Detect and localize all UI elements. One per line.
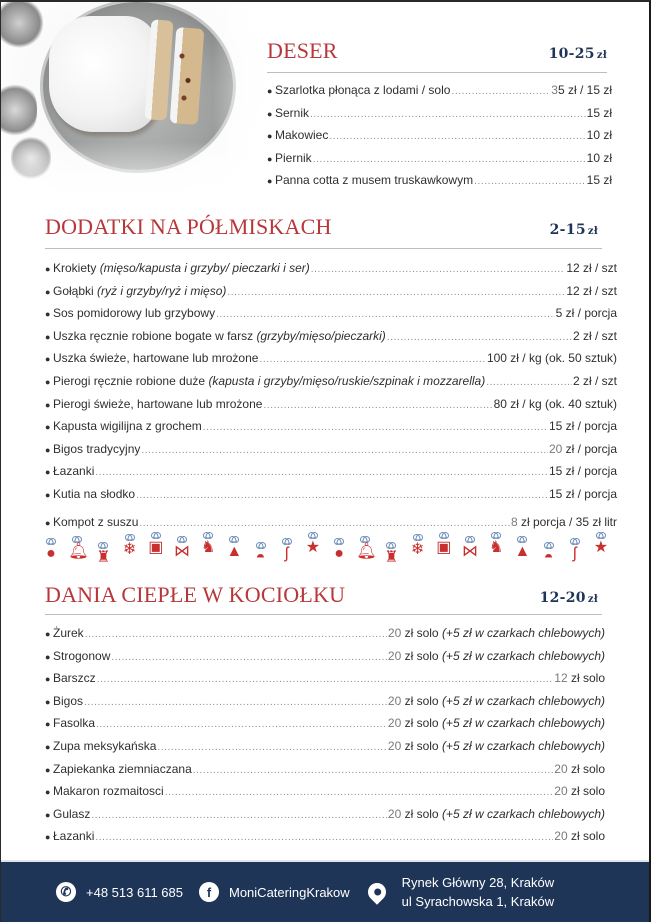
bow-icon: ⋈ xyxy=(462,543,478,560)
facebook-handle[interactable]: MoniCateringKrakow xyxy=(229,884,350,900)
ribbon-bow-icon xyxy=(177,536,187,542)
dot-leader xyxy=(486,373,572,394)
ribbon-bow-icon xyxy=(334,538,344,544)
ornament xyxy=(355,530,375,574)
dodatki-list xyxy=(45,258,617,534)
menu-item xyxy=(45,416,617,439)
dot-leader xyxy=(227,283,565,304)
dot-leader xyxy=(91,806,387,827)
item-note: (grzyby/mięso/pieczarki) xyxy=(256,328,386,343)
ornament xyxy=(303,530,323,574)
item-price-extra: (+5 zł w czarkach chlebowych) xyxy=(441,693,605,708)
bullet-icon: ● xyxy=(267,131,273,142)
bell-icon: 🔔︎ xyxy=(68,543,89,560)
menu-item xyxy=(267,103,612,126)
menu-item xyxy=(45,759,605,782)
item-price: 10 zł xyxy=(586,128,612,143)
ornament xyxy=(329,530,349,574)
item-price: 5 zł / porcja xyxy=(555,306,617,321)
menu-item xyxy=(45,461,617,484)
item-price: 15 zł xyxy=(586,105,612,120)
item-price: 15 zł / porcja xyxy=(548,419,617,434)
ornament xyxy=(41,530,61,574)
dot-leader xyxy=(95,828,553,849)
ribbon-bow-icon xyxy=(439,532,449,538)
item-name: Kompot z suszu xyxy=(53,514,139,529)
menu-item xyxy=(45,826,605,849)
bullet-icon: ● xyxy=(45,629,51,639)
bullet-icon: ● xyxy=(267,153,273,164)
ornament xyxy=(67,530,87,574)
divider xyxy=(45,614,602,615)
ornament xyxy=(460,530,480,574)
item-price: 100 zł / kg (ok. 50 sztuk) xyxy=(486,351,617,366)
phone-contact[interactable] xyxy=(56,882,183,902)
item-name: Fasolka xyxy=(53,716,96,731)
bullet-icon: ● xyxy=(45,467,51,478)
ribbon-bow-icon xyxy=(98,542,108,548)
item-name: Żurek xyxy=(53,626,84,640)
ornament xyxy=(408,530,428,574)
menu-item xyxy=(267,80,612,103)
ornament xyxy=(251,530,271,574)
item-price: 20 zł solo xyxy=(554,784,605,799)
item-name: Kutia na słodko xyxy=(53,486,136,501)
item-name: Bigos tradycyjny xyxy=(53,441,141,456)
deser-list xyxy=(267,80,612,193)
item-price: 20 zł / porcja xyxy=(548,441,617,456)
item-note: (kapusta i grzyby/mięso/ruskie/szpinak i mozzarella) xyxy=(208,373,486,388)
dot-leader xyxy=(310,105,586,126)
ribbon-bow-icon xyxy=(282,538,292,544)
menu-item xyxy=(45,623,605,646)
stollen-cake-photo xyxy=(1,2,266,202)
item-name: Gołąbki (ryż i grzyby/ryż i mięso) xyxy=(53,283,227,298)
item-price-extra: (+5 zł w czarkach chlebowych) xyxy=(441,738,605,753)
dot-leader xyxy=(313,150,586,171)
item-price: 80 zł / kg (ok. 40 sztuk) xyxy=(493,396,617,411)
ornament xyxy=(277,530,297,574)
phone-number[interactable]: +48 513 611 685 xyxy=(86,884,183,900)
item-price: 20 zł solo xyxy=(554,829,605,844)
tree-icon: ▲ xyxy=(226,543,243,560)
reindeer-icon: ♞ xyxy=(200,539,216,556)
dot-leader xyxy=(136,486,548,507)
bauble-icon: ● xyxy=(46,545,56,562)
divider xyxy=(267,72,607,73)
dot-leader xyxy=(311,260,566,281)
reindeer-icon: ♞ xyxy=(489,539,504,556)
menu-item xyxy=(45,303,617,326)
address-line-2: ul Syrachowska 1, Kraków xyxy=(401,894,555,909)
dot-leader xyxy=(203,418,548,439)
bullet-icon: ● xyxy=(45,264,51,274)
ribbon-bow-icon xyxy=(256,542,266,548)
dot-leader xyxy=(216,305,555,326)
bullet-icon: ● xyxy=(45,651,51,662)
snowflake-icon: ❄ xyxy=(122,541,137,558)
dot-leader xyxy=(329,127,585,148)
dot-leader xyxy=(84,693,387,714)
item-price: 20 zł solo (+5 zł w czarkach chlebowych) xyxy=(387,806,605,821)
dot-leader xyxy=(141,441,548,462)
santa-icon: ◓ xyxy=(255,549,266,566)
bullet-icon: ● xyxy=(45,286,51,297)
item-name: Sernik xyxy=(275,105,310,120)
menu-item xyxy=(45,348,617,371)
item-name: Gulasz xyxy=(53,806,91,821)
bullet-icon: ● xyxy=(45,741,51,752)
ribbon-bow-icon xyxy=(413,534,423,540)
bauble-icon: ● xyxy=(334,545,344,562)
dania-header xyxy=(45,582,598,608)
dot-leader xyxy=(111,648,387,669)
dot-leader xyxy=(193,761,554,782)
ornament xyxy=(591,530,611,574)
item-price: 20 zł solo (+5 zł w czarkach chlebowych) xyxy=(387,626,605,640)
address-contact xyxy=(368,873,554,911)
ornament xyxy=(434,530,454,574)
ribbon-bow-icon xyxy=(465,536,475,542)
section-title: DESER xyxy=(267,38,338,63)
ribbon-bow-icon xyxy=(360,536,370,542)
angel-icon: ♜ xyxy=(384,549,399,566)
bullet-icon: ● xyxy=(45,422,51,433)
price-range: 10-25 zł xyxy=(548,46,607,62)
ribbon-bow-icon xyxy=(544,542,554,548)
item-name: Pierogi świeże, hartowane lub mrożone xyxy=(53,396,263,411)
menu-item xyxy=(45,713,605,736)
item-name: Bigos xyxy=(53,693,84,708)
item-price: 10 zł xyxy=(586,150,612,165)
gift-icon: ▣ xyxy=(148,539,164,556)
item-price-extra: (+5 zł w czarkach chlebowych) xyxy=(441,806,605,821)
item-price: 35 zł / 15 zł xyxy=(551,83,612,97)
candy-cane-icon: ʃ xyxy=(572,545,577,562)
ornament xyxy=(486,530,506,574)
item-price: 20 zł solo (+5 zł w czarkach chlebowych) xyxy=(387,738,605,753)
dot-leader xyxy=(259,350,486,371)
dot-leader xyxy=(387,328,572,349)
bullet-icon: ● xyxy=(45,489,51,500)
item-price: 12 zł / szt xyxy=(566,283,617,298)
menu-item xyxy=(45,326,617,349)
menu-item xyxy=(45,439,617,462)
ribbon-bow-icon xyxy=(151,532,161,538)
ornament xyxy=(172,530,192,574)
phone-icon: ✆ xyxy=(56,882,76,902)
dot-leader xyxy=(157,738,387,759)
item-name: Barszcz xyxy=(53,671,96,686)
deser-header xyxy=(267,38,607,64)
bullet-icon: ● xyxy=(45,832,51,843)
bow-icon: ⋈ xyxy=(173,543,190,560)
item-price: 20 zł solo (+5 zł w czarkach chlebowych) xyxy=(387,648,605,663)
ornament xyxy=(146,530,166,574)
bullet-icon: ● xyxy=(45,809,51,820)
facebook-contact[interactable] xyxy=(199,882,350,902)
ornament xyxy=(93,530,113,574)
bullet-icon: ● xyxy=(45,444,51,455)
item-name: Strogonow xyxy=(53,648,111,663)
price-range: 12-20 zł xyxy=(539,590,598,606)
ornament xyxy=(198,530,218,574)
item-name: Makaron rozmaitosci xyxy=(53,784,164,799)
bullet-icon: ● xyxy=(45,696,51,707)
christmas-ornaments-divider xyxy=(41,530,611,574)
item-price-extra: (+5 zł w czarkach chlebowych) xyxy=(441,716,605,731)
menu-item xyxy=(45,646,605,669)
item-price: 20 zł solo xyxy=(554,761,605,776)
ornament xyxy=(381,530,401,574)
candy-cane-icon: ʃ xyxy=(284,545,289,562)
item-name: Uszka ręcznie robione bogate w farsz (grzyby/mięso/pieczarki) xyxy=(53,328,386,343)
item-price: 20 zł solo (+5 zł w czarkach chlebowych) xyxy=(387,716,605,731)
bullet-icon: ● xyxy=(45,399,51,410)
ribbon-bow-icon xyxy=(308,532,318,538)
address-line-1: Rynek Główny 28, Kraków xyxy=(401,875,555,890)
menu-item xyxy=(45,281,617,304)
menu-item xyxy=(45,394,617,417)
ornament xyxy=(224,530,244,574)
item-price: 8 zł porcja / 35 zł litr xyxy=(510,514,617,529)
item-price: 15 zł / porcja xyxy=(548,486,617,501)
item-name: Łazanki xyxy=(53,464,95,479)
ribbon-bow-icon xyxy=(229,536,239,542)
menu-item xyxy=(267,148,612,171)
menu-item xyxy=(267,170,612,193)
bullet-icon: ● xyxy=(267,108,273,119)
ribbon-bow-icon xyxy=(596,532,606,538)
menu-item xyxy=(45,781,605,804)
menu-item xyxy=(45,736,605,759)
bell-icon: 🔔︎ xyxy=(356,543,377,560)
item-name: Makowiec xyxy=(275,128,329,143)
bullet-icon: ● xyxy=(45,719,51,730)
menu-item xyxy=(45,258,617,281)
menu-item xyxy=(45,691,605,714)
menu-item xyxy=(45,804,605,827)
section-title: DODATKI NA PÓŁMISKACH xyxy=(45,214,332,239)
ribbon-bow-icon xyxy=(203,532,213,538)
ribbon-bow-icon xyxy=(491,532,501,538)
dot-leader xyxy=(451,82,550,103)
bullet-icon: ● xyxy=(45,354,51,365)
contact-footer xyxy=(1,860,651,922)
menu-item xyxy=(45,484,617,507)
dodatki-header xyxy=(45,214,598,240)
bullet-icon: ● xyxy=(267,176,273,187)
item-name: Zapiekanka ziemniaczana xyxy=(53,761,192,776)
bullet-icon: ● xyxy=(45,764,51,775)
item-price: 15 zł xyxy=(586,173,612,188)
dot-leader xyxy=(165,783,554,804)
gift-icon: ▣ xyxy=(436,539,452,556)
dot-leader xyxy=(474,172,586,193)
dot-leader xyxy=(97,670,554,691)
item-name: Uszka świeże, hartowane lub mrożone xyxy=(53,351,259,366)
item-price: 12 zł / szt xyxy=(566,261,617,275)
section-title: DANIA CIEPŁE W KOCIOŁKU xyxy=(45,582,346,607)
item-price: 20 zł solo (+5 zł w czarkach chlebowych) xyxy=(387,693,605,708)
item-price: 15 zł / porcja xyxy=(548,464,617,479)
item-name: Zupa meksykańska xyxy=(53,738,157,753)
ribbon-bow-icon xyxy=(72,536,82,542)
dot-leader xyxy=(85,625,387,646)
price-range: 2-15 zł xyxy=(549,222,598,238)
tree-icon: ▲ xyxy=(514,543,531,560)
menu-item xyxy=(45,668,605,691)
item-name: Łazanki xyxy=(53,829,95,844)
angel-icon: ♜ xyxy=(96,549,111,566)
ribbon-bow-icon xyxy=(386,542,396,548)
bullet-icon: ● xyxy=(45,309,51,320)
item-price: 12 zł solo xyxy=(554,671,605,686)
item-price: 2 zł / szt xyxy=(572,373,617,388)
item-note: (mięso/kapusta i grzyby/ pieczarki i ser) xyxy=(99,261,310,275)
ornament xyxy=(120,530,140,574)
item-price-extra: (+5 zł w czarkach chlebowych) xyxy=(441,626,605,640)
item-price-extra: (+5 zł w czarkach chlebowych) xyxy=(441,648,605,663)
divider xyxy=(45,248,602,249)
item-price: 2 zł / szt xyxy=(572,328,617,343)
star-icon: ★ xyxy=(305,539,321,556)
bullet-icon: ● xyxy=(45,787,51,798)
menu-item xyxy=(267,125,612,148)
item-name: Kapusta wigilijna z grochem xyxy=(53,419,202,434)
snowflake-icon: ❄ xyxy=(410,541,425,558)
bullet-icon: ● xyxy=(267,86,273,96)
item-note: (ryż i grzyby/ryż i mięso) xyxy=(97,283,227,298)
dot-leader xyxy=(263,396,492,417)
bullet-icon: ● xyxy=(45,331,51,342)
item-name: Pierogi ręcznie robione duże (kapusta i grzyby/mięso/ruskie/szpinak i mozzarella) xyxy=(53,373,486,388)
star-icon: ★ xyxy=(593,539,609,556)
ornament xyxy=(512,530,532,574)
santa-icon: ◓ xyxy=(543,549,554,566)
bullet-icon: ● xyxy=(45,376,51,387)
ribbon-bow-icon xyxy=(125,534,135,540)
ribbon-bow-icon xyxy=(517,536,527,542)
menu-item xyxy=(45,371,617,394)
bullet-icon: ● xyxy=(45,674,51,685)
dania-list xyxy=(45,623,605,849)
dot-leader xyxy=(95,463,548,484)
ribbon-bow-icon xyxy=(570,538,580,544)
dot-leader xyxy=(96,715,387,736)
ribbon-bow-icon xyxy=(46,538,56,544)
ornament xyxy=(565,530,585,574)
item-name: Sos pomidorowy lub grzybowy xyxy=(53,306,216,321)
item-name: Szarlotka płonąca z lodami / solo xyxy=(275,83,451,97)
location-pin-icon xyxy=(364,879,389,904)
ornament xyxy=(539,530,559,574)
item-name: Krokiety (mięso/kapusta i grzyby/ pieczarki i ser) xyxy=(53,261,310,275)
item-name: Piernik xyxy=(275,150,312,165)
bullet-icon: ● xyxy=(45,517,51,528)
item-name: Panna cotta z musem truskawkowym xyxy=(275,173,474,188)
facebook-icon: f xyxy=(199,882,219,902)
